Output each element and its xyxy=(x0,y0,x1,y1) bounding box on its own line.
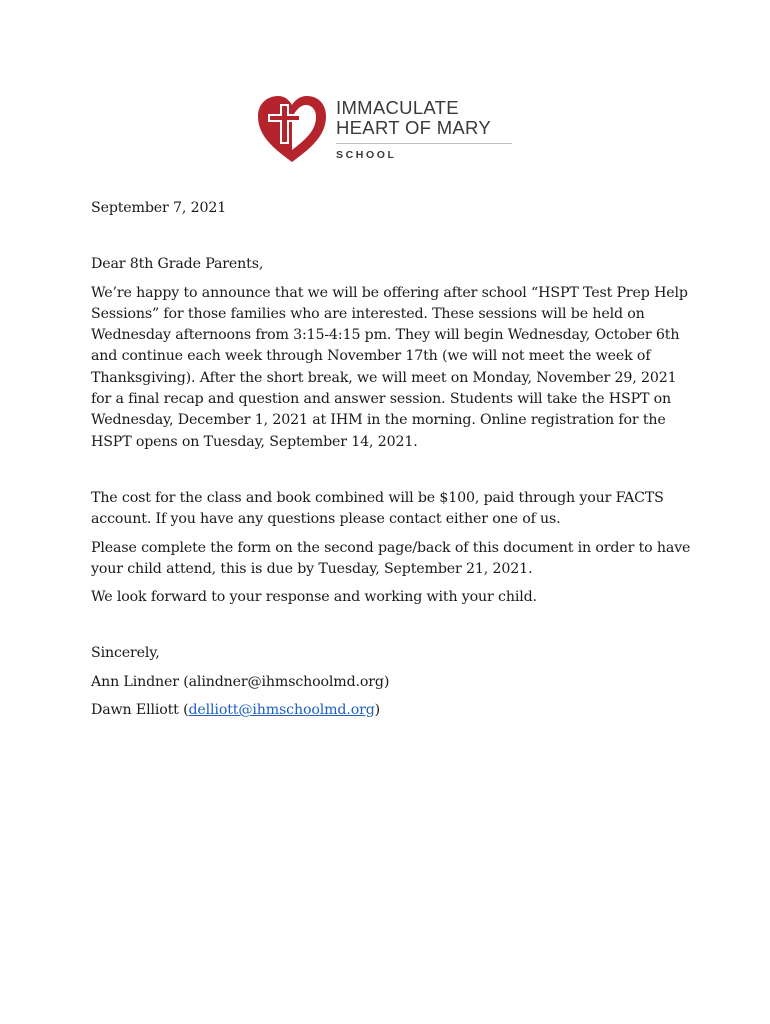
paragraph-cost: The cost for the class and book combined will be $100, paid through your FACTS account. If you have any questions please contact either one of us. xyxy=(91,489,664,528)
signer2-name: Dawn Elliott ( xyxy=(91,702,189,719)
logo-name-line1: IMMACULATE xyxy=(336,97,459,118)
logo-school-label: SCHOOL xyxy=(336,149,397,161)
paragraph-announcement: We’re happy to announce that we will be offering after school “HSPT Test Prep Help Sessions” for those families who are interested. These sessions will be held on Wednesday afternoons from 3:15-4:15 pm. They will begin Wednesday, October 6th and continue each week through November 17th (we will not meet the week of Thanksgiving). After the short break, we will meet on Monday, November 29, 2021 for a final recap and question and answer session. Students will take the HSPT on Wednesday, December 1, 2021 at IHM in the morning. Online registration for the HSPT opens on Tuesday, September 14, 2021. xyxy=(91,284,688,450)
school-logo xyxy=(256,94,526,166)
logo-name-line2: HEART OF MARY xyxy=(336,117,492,138)
logo-divider xyxy=(336,143,512,144)
letter-date: September 7, 2021 xyxy=(91,200,227,216)
paragraph-form: Please complete the form on the second page/back of this document in order to have your child attend, this is due by Tuesday, September 21, 2021. xyxy=(91,539,691,577)
dawn-elliott-email-link[interactable]: delliott@ihmschoolmd.org xyxy=(188,702,375,719)
signature-ann-lindner: Ann Lindner (alindner@ihmschoolmd.org) xyxy=(91,673,390,690)
heart-cross-icon xyxy=(256,94,328,164)
paragraph-closing-note: We look forward to your response and working with your child. xyxy=(91,589,537,606)
signature-dawn-elliott xyxy=(91,700,691,721)
signer2-close: ) xyxy=(374,702,381,719)
letter-body xyxy=(91,198,691,721)
letter-closing: Sincerely, xyxy=(91,645,160,662)
letter-greeting: Dear 8th Grade Parents, xyxy=(91,256,264,273)
